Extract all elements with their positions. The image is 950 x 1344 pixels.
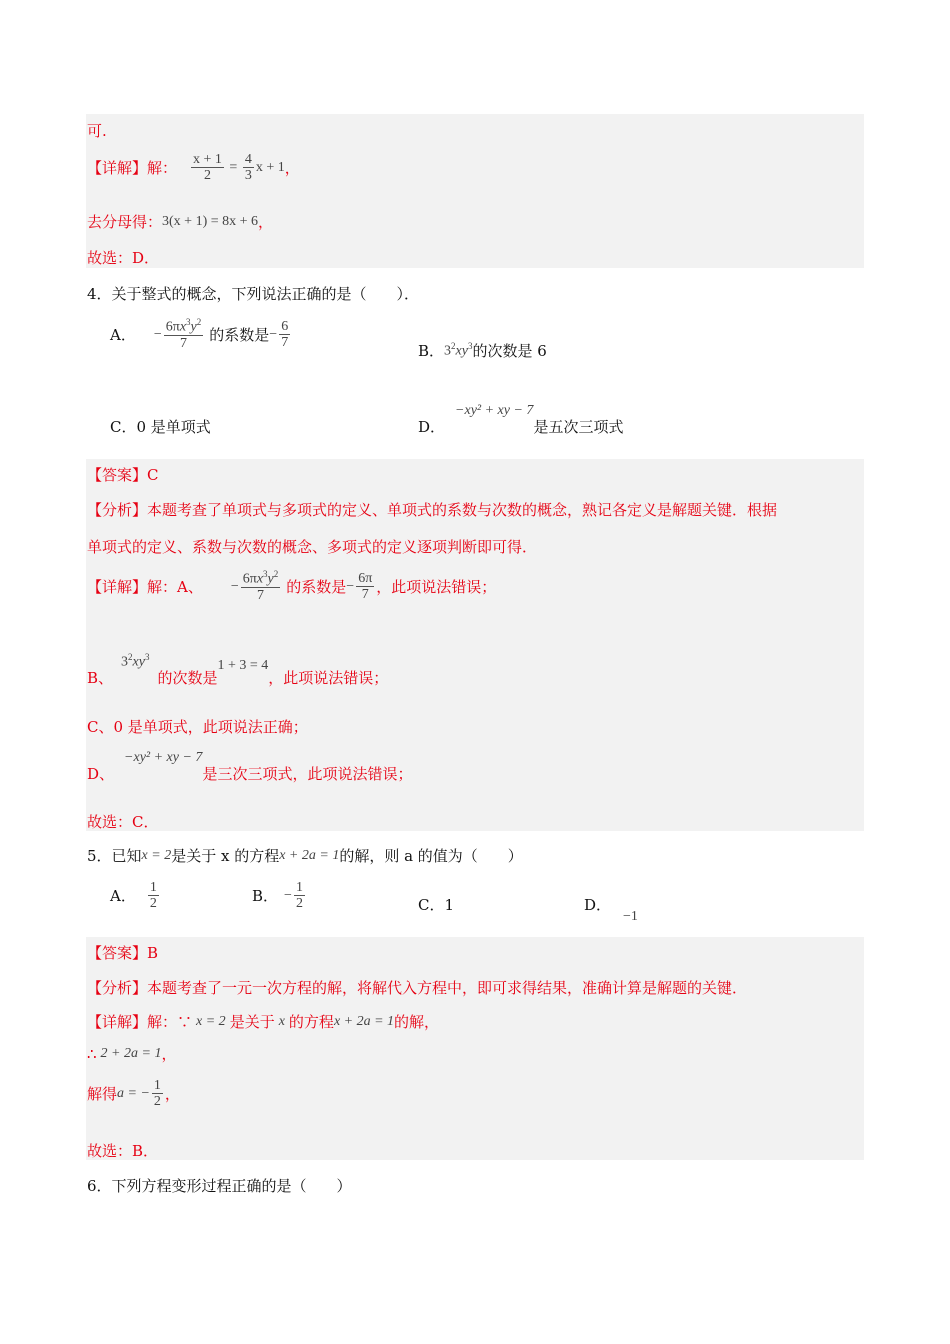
q5-option-d: D． −1 [584,896,638,924]
q4-option-b: B． $3^2xy^3$ 的次数是 6 [418,341,547,360]
q4-analysis-2: 单项式的定义、系数与次数的概念、多项式的定义逐项判断即可得． [87,538,538,556]
solution-box-q3 [86,114,864,268]
q3-line: 可. [87,122,107,140]
q3-choice: 故选：D． [87,249,160,267]
q5-detail: 【详解】解：∵ x = 2 是关于 x 的方程 x + 2a = 1 的解， [87,1013,440,1031]
q5-choice: 故选：B． [87,1142,159,1160]
equation: $\frac{x + 1}{2}$ = $\frac{4}{3}$ x + 1 [193,152,285,184]
q4-option-d: D． −xy² + xy − 7 是五次三项式 [418,403,624,436]
q3-step: 去分母得： 3(x + 1) = 8x + 6 ， [87,213,274,231]
q4-detail-b: B、 $3^2xy^3$ 的次数是 1 + 3 = 4 ，此项说法错误； [87,652,389,687]
q5-therefore: ∴ 2 + 2a = 1 ， [87,1044,177,1063]
q4-answer: 【答案】C [87,466,159,484]
detail-label: 【详解】解： [87,159,178,178]
q5-answer: 【答案】B [87,944,159,962]
q5-option-c: C．1 [418,896,455,914]
equation: 3(x + 1) = 8x + 6 [162,213,259,229]
q4-detail-a: 【详解】解：A、 − $\frac{6\pi x^3y^2}{7}$ 的系数是 − $\frac{6\pi}{7}$ ，此项说法错误； [87,569,497,604]
q4-stem: 4．关于整式的概念，下列说法正确的是（ ）． [87,285,420,303]
solution-box-q5 [86,937,864,1160]
q3-detail: 【详解】解： $\frac{x + 1}{2}$ = $\frac{4}{3}$ x + 1 ， [87,152,300,184]
q5-stem: 5．已知 x = 2 是关于 x 的方程 x + 2a = 1 的解，则 a 的值为（ ） [87,847,523,865]
q5-analysis: 【分析】本题考查了一元一次方程的解，将解代入方程中，即可求得结果，准确计算是解题的关键． [87,979,748,997]
q5-option-b: B． − $\frac{1}{2}$ [252,880,303,912]
q6-stem: 6．下列方程变形过程正确的是（ ） [87,1177,352,1195]
q5-option-a: A． $\frac{1}{2}$ [110,880,157,912]
q4-detail-d: D、 −xy² + xy − 7 是三次三项式，此项说法错误； [87,750,413,783]
q4-analysis-1: 【分析】本题考查了单项式与多项式的定义、单项式的系数与次数的概念，熟记各定义是解题关键．根据 [87,501,778,519]
q4-option-a: A． − $\frac{6\pi x^3y^2}{7}$ 的系数是 − $\frac{6}{7}$ [110,317,289,352]
q4-choice: 故选：C． [87,813,159,831]
q4-detail-c: C、0 是单项式，此项说法正确； [87,718,308,736]
q4-option-c: C．0 是单项式 [110,418,211,436]
q5-solve: 解得 a = − $\frac{1}{2}$ ， [87,1078,180,1110]
